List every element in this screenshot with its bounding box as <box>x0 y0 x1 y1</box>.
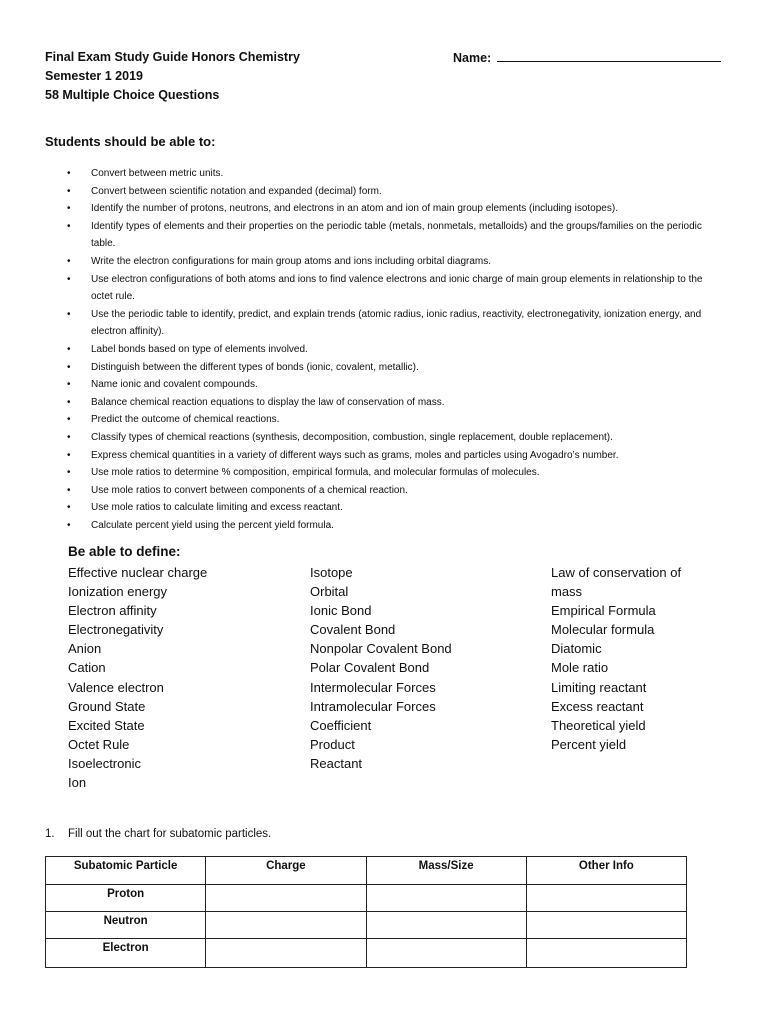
term: Orbital <box>310 584 349 600</box>
subatomic-particles-table <box>45 856 687 968</box>
term: Empirical Formula <box>551 603 656 619</box>
term: Ion <box>68 775 87 791</box>
name-label: Name: <box>453 51 492 65</box>
list-item: • Use the periodic table to identify, predict, and explain trends (atomic radius, ionic radius, reactivity, electronegativity, ionization energy, and electron affinity). <box>62 306 717 341</box>
blank-cell[interactable] <box>206 939 366 968</box>
blank-cell[interactable] <box>366 885 526 912</box>
term: Coefficient <box>310 717 372 733</box>
term: Molecular formula <box>551 622 655 638</box>
list-item: • Label bonds based on type of elements involved. <box>62 341 717 359</box>
term: Isotope <box>310 565 353 580</box>
term: Ground State <box>68 698 146 714</box>
header-mass-size: Mass/Size <box>366 857 526 885</box>
semester-label: Semester 1 2019 <box>45 69 143 83</box>
terms-column-2 <box>310 563 530 773</box>
skills-heading: Students should be able to: <box>45 134 216 149</box>
table-row <box>46 885 687 912</box>
question-number: 1. <box>45 828 55 840</box>
term: mass <box>551 584 583 600</box>
header-subatomic-particle: Subatomic Particle <box>46 857 206 885</box>
row-label-neutron: Neutron <box>46 912 206 939</box>
blank-cell[interactable] <box>526 885 686 912</box>
term: Diatomic <box>551 641 602 657</box>
term: Cation <box>68 660 106 676</box>
blank-cell[interactable] <box>206 912 366 939</box>
list-item: • Convert between metric units. <box>62 165 717 183</box>
list-item: • Use mole ratios to convert between components of a chemical reaction. <box>62 482 717 500</box>
blank-cell[interactable] <box>526 939 686 968</box>
list-item: • Name ionic and covalent compounds. <box>62 376 717 394</box>
question-1 <box>45 828 271 840</box>
term: Limiting reactant <box>551 679 647 695</box>
term: Reactant <box>310 755 363 771</box>
term: Ionization energy <box>68 584 168 600</box>
list-item: • Predict the outcome of chemical reactions. <box>62 411 717 429</box>
term: Octet Rule <box>68 736 130 752</box>
list-item: • Identify types of elements and their properties on the periodic table (metals, nonmetals, metalloids) and the groups/families on the periodic table. <box>62 218 717 253</box>
term: Mole ratio <box>551 660 609 676</box>
list-item: • Distinguish between the different types of bonds (ionic, covalent, metallic). <box>62 359 717 377</box>
blank-cell[interactable] <box>366 939 526 968</box>
term: Intermolecular Forces <box>310 679 436 695</box>
list-item: • Use mole ratios to calculate limiting and excess reactant. <box>62 499 717 517</box>
term: Excess reactant <box>551 698 644 714</box>
term: Intramolecular Forces <box>310 698 436 714</box>
term: Excited State <box>68 717 145 733</box>
term: Theoretical yield <box>551 717 646 733</box>
name-field <box>453 48 721 68</box>
skills-list <box>62 165 717 534</box>
term: Covalent Bond <box>310 622 396 638</box>
header-other-info: Other Info <box>526 857 686 885</box>
term: Ionic Bond <box>310 603 372 619</box>
blank-cell[interactable] <box>526 912 686 939</box>
term: Nonpolar Covalent Bond <box>310 641 452 657</box>
list-item: • Convert between scientific notation and expanded (decimal) form. <box>62 183 717 201</box>
list-item: • Calculate percent yield using the percent yield formula. <box>62 517 717 535</box>
document-title-block <box>45 48 300 105</box>
header-charge: Charge <box>206 857 366 885</box>
define-heading: Be able to define: <box>68 544 181 559</box>
name-blank-line[interactable] <box>497 48 721 62</box>
term: Anion <box>68 641 102 657</box>
terms-column-3 <box>551 563 711 754</box>
table-row <box>46 912 687 939</box>
list-item: • Identify the number of protons, neutrons, and electrons in an atom and ion of main group elements (including isotopes). <box>62 200 717 218</box>
term: Isoelectronic <box>68 755 141 771</box>
list-item: • Use mole ratios to determine % composition, empirical formula, and molecular formulas of molecules. <box>62 464 717 482</box>
list-item: • Write the electron configurations for main group atoms and ions including orbital diagrams. <box>62 253 717 271</box>
list-item: • Express chemical quantities in a variety of different ways such as grams, moles and particles using Avogadro’s number. <box>62 447 717 465</box>
blank-cell[interactable] <box>206 885 366 912</box>
question-count-label: 58 Multiple Choice Questions <box>45 88 220 102</box>
row-label-proton: Proton <box>46 885 206 912</box>
document-title: Final Exam Study Guide Honors Chemistry <box>45 50 300 64</box>
term: Product <box>310 736 355 752</box>
term: Percent yield <box>551 736 627 752</box>
table-header-row <box>46 857 687 885</box>
list-item: • Balance chemical reaction equations to display the law of conservation of mass. <box>62 394 717 412</box>
list-item: • Classify types of chemical reactions (synthesis, decomposition, combustion, single replacement, double replacement). <box>62 429 717 447</box>
term: Electron affinity <box>68 603 157 619</box>
row-label-electron: Electron <box>46 939 206 968</box>
term: Law of conservation of <box>551 565 682 580</box>
term: Polar Covalent Bond <box>310 660 430 676</box>
list-item: • Use electron configurations of both atoms and ions to find valence electrons and ionic charge of main group elements in relationship to the octet rule. <box>62 271 717 306</box>
term: Effective nuclear charge <box>68 565 208 580</box>
blank-cell[interactable] <box>366 912 526 939</box>
terms-column-1 <box>68 563 288 792</box>
term: Valence electron <box>68 679 164 695</box>
question-text: Fill out the chart for subatomic particles. <box>68 828 272 840</box>
table-row <box>46 939 687 968</box>
term: Electronegativity <box>68 622 164 638</box>
